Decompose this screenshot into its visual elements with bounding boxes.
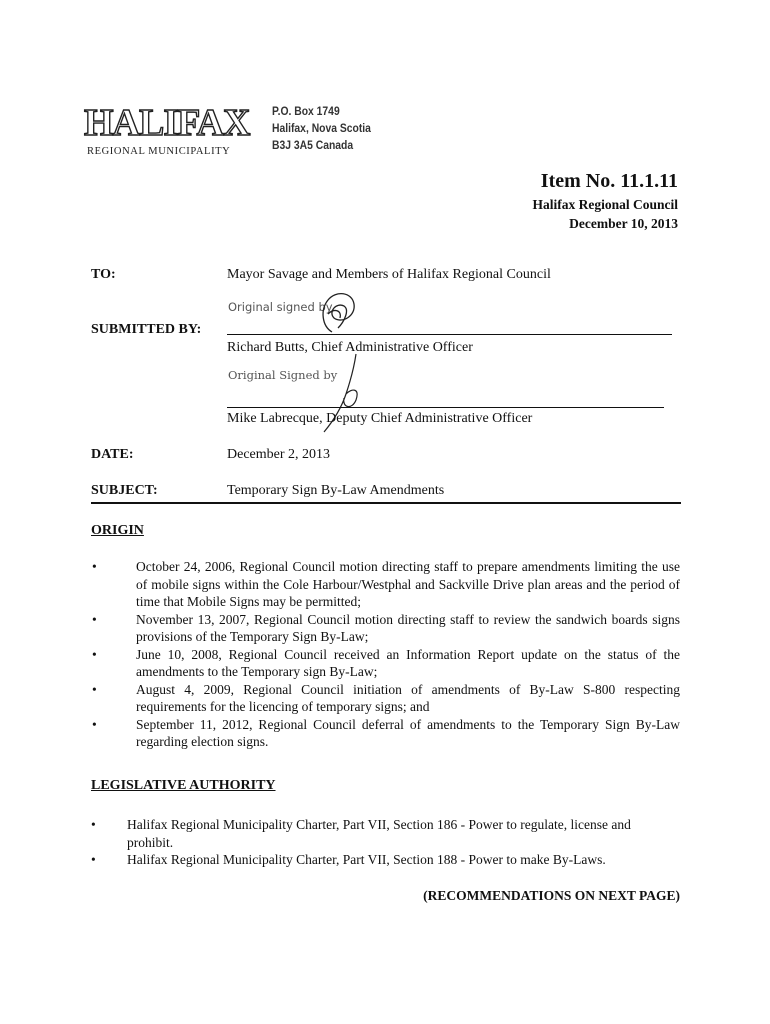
list-item: • August 4, 2009, Regional Council initiation of amendments of By-Law S-800 respecting requirements for the licencing of temporary signs; and xyxy=(92,681,680,714)
meeting-date: December 10, 2013 xyxy=(569,216,678,231)
to-label: TO: xyxy=(91,267,116,282)
bullet-icon: • xyxy=(92,559,97,574)
bullet-icon: • xyxy=(92,611,97,627)
bullet-icon: • xyxy=(91,852,96,867)
council-name: Halifax Regional Council xyxy=(532,197,678,212)
origin-list xyxy=(92,558,680,751)
address-line: Halifax, Nova Scotia xyxy=(272,123,371,135)
submitter-name: Mike Labrecque, Deputy Chief Administrative Officer xyxy=(227,411,533,426)
bullet-icon: • xyxy=(91,817,96,832)
address-line: P.O. Box 1749 xyxy=(272,106,340,118)
signature-line xyxy=(227,334,672,335)
legislative-heading: LEGISLATIVE AUTHORITY xyxy=(91,778,276,793)
list-item: • September 11, 2012, Regional Council deferral of amendments to the Temporary Sign By-Law regarding election signs. xyxy=(92,716,680,749)
next-page-note: (RECOMMENDATIONS ON NEXT PAGE) xyxy=(423,888,680,903)
item-number: Item No. 11.1.11 xyxy=(540,170,678,192)
to-value: Mayor Savage and Members of Halifax Regional Council xyxy=(227,267,551,282)
subject-value: Temporary Sign By-Law Amendments xyxy=(227,483,445,498)
list-item: • Halifax Regional Municipality Charter, Part VII, Section 188 - Power to make By-Laws. xyxy=(91,852,606,867)
bullet-icon: • xyxy=(92,716,97,732)
bullet-icon: • xyxy=(92,681,97,697)
submitter-name: Richard Butts, Chief Administrative Officer xyxy=(227,340,473,355)
section-divider xyxy=(91,502,681,504)
signature-line xyxy=(227,407,664,408)
list-item: • Halifax Regional Municipality Charter, Part VII, Section 186 - Power to regulate, license and prohibit. xyxy=(91,817,631,850)
legislative-list xyxy=(91,816,680,869)
logo-subtitle: REGIONAL MUNICIPALITY xyxy=(87,146,231,157)
list-item: • October 24, 2006, Regional Council motion directing staff to prepare amendments limiting the use of mobile signs within the Cole Harbour/Westphal and Sackville Drive plan areas and the period of time that Mobile Signs may be permitted; xyxy=(92,559,680,609)
logo-wordmark: HALIFAX xyxy=(84,102,250,144)
address-line: B3J 3A5 Canada xyxy=(272,140,354,152)
bullet-icon: • xyxy=(92,646,97,662)
signed-note: Original Signed by xyxy=(228,368,338,382)
date-value: December 2, 2013 xyxy=(227,447,331,462)
signature-initials xyxy=(318,288,358,336)
origin-heading: ORIGIN xyxy=(91,523,144,538)
list-item: • June 10, 2008, Regional Council received an Information Report update on the status of the amendments to the Temporary sign By-Law; xyxy=(92,646,680,679)
subject-label: SUBJECT: xyxy=(91,483,158,498)
list-item: • November 13, 2007, Regional Council motion directing staff to review the sandwich boards signs provisions of the Temporary Sign By-Law; xyxy=(92,611,680,644)
submitted-by-label: SUBMITTED BY: xyxy=(91,322,202,337)
date-label: DATE: xyxy=(91,447,134,462)
mailing-address xyxy=(272,104,382,155)
signed-note: Original signed by xyxy=(228,300,333,314)
halifax-logo xyxy=(84,102,250,160)
